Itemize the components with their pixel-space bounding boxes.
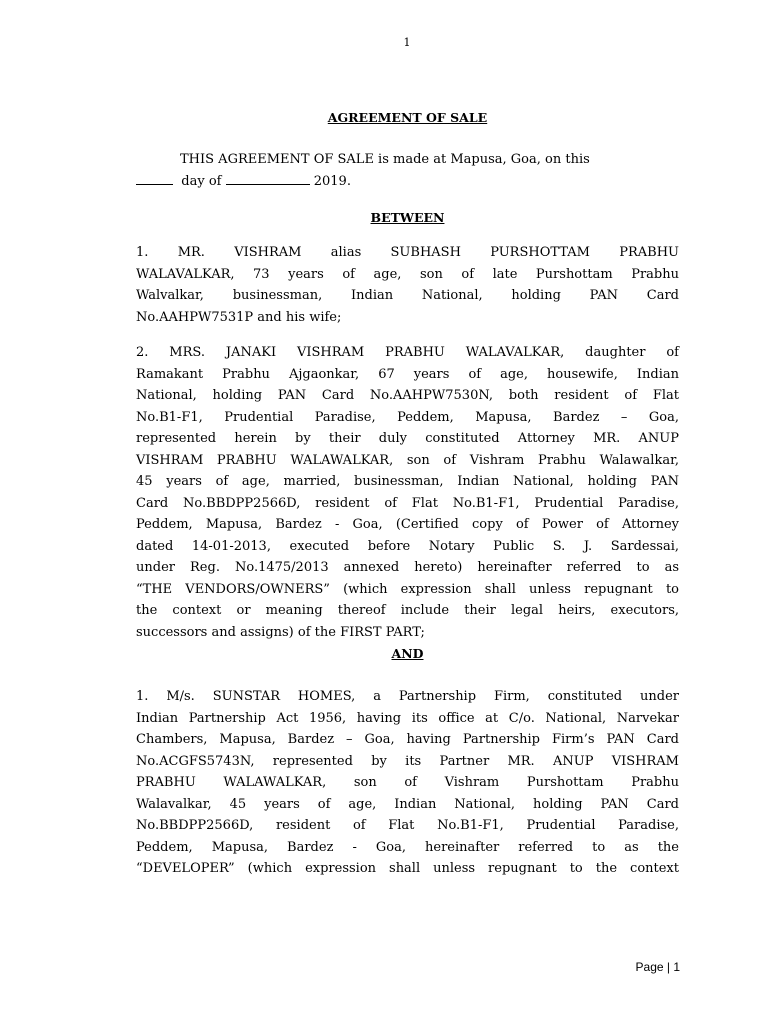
party2-line: “THE VENDORS/OWNERS” (which expression shall unless repugnant to <box>136 581 679 597</box>
party1-line: 1. MR. VISHRAM alias SUBHASH PURSHOTTAM PRABHU <box>136 245 679 260</box>
party2-paragraph <box>136 342 679 643</box>
intro-line-2 <box>136 171 679 193</box>
party2-line: successors and assigns) of the FIRST PART; <box>136 624 425 640</box>
party3-line: PRABHU WALAWALKAR, son of Vishram Purshottam Prabhu <box>136 775 679 790</box>
party2-line: 2. MRS. JANAKI VISHRAM PRABHU WALAVALKAR, daughter of <box>136 345 679 360</box>
party3-line: “DEVELOPER” (which expression shall unless repugnant to the context <box>136 861 679 876</box>
party2-line: the context or meaning thereof include their legal heirs, executors, <box>136 603 679 618</box>
party3-line: 1. M/s. SUNSTAR HOMES, a Partnership Firm, constituted under <box>136 689 679 704</box>
month-blank <box>226 172 310 185</box>
party1-line: WALAVALKAR, 73 years of age, son of late Purshottam Prabhu <box>136 266 679 282</box>
footer-page-label: Page | 1 <box>635 960 680 974</box>
party3-line: Peddem, Mapusa, Bardez - Goa, hereinafter referred to as the <box>136 839 679 855</box>
party1-line: No.AAHPW7531P and his wife; <box>136 309 342 325</box>
intro-line-1: THIS AGREEMENT OF SALE is made at Mapusa, Goa, on this <box>180 152 590 167</box>
party2-line: Peddem, Mapusa, Bardez - Goa, (Certified copy of Power of Attorney <box>136 517 679 532</box>
intro-paragraph <box>136 149 679 192</box>
party2-line: National, holding PAN Card No.AAHPW7530N, both resident of Flat <box>136 388 679 403</box>
party3-line: No.BBDPP2566D, resident of Flat No.B1-F1, Prudential Paradise, <box>136 818 679 833</box>
party2-line: Card No.BBDPP2566D, resident of Flat No.B1-F1, Prudential Paradise, <box>136 495 679 511</box>
between-heading: BETWEEN <box>370 210 445 225</box>
party2-line: dated 14-01-2013, executed before Notary Public S. J. Sardessai, <box>136 538 679 554</box>
party3-line: Indian Partnership Act 1956, having its office at C/o. National, Narvekar <box>136 710 679 726</box>
party1-line: Walvalkar, businessman, Indian National, holding PAN Card <box>136 288 679 303</box>
document-title: AGREEMENT OF SALE <box>327 110 488 125</box>
intro-day-of: day of <box>181 173 222 189</box>
day-blank <box>136 172 173 185</box>
party2-line: 45 years of age, married, businessman, Indian National, holding PAN <box>136 474 679 489</box>
party2-line: represented herein by their duly constituted Attorney MR. ANUP <box>136 431 679 446</box>
party3-line: Chambers, Mapusa, Bardez – Goa, having Partnership Firm’s PAN Card <box>136 732 679 747</box>
party2-line: under Reg. No.1475/2013 annexed hereto) hereinafter referred to as <box>136 560 679 575</box>
header-page-number: 1 <box>403 36 411 49</box>
party2-line: Ramakant Prabhu Ajgaonkar, 67 years of age, housewife, Indian <box>136 366 679 382</box>
party1-paragraph <box>136 242 679 328</box>
party3-line: Walavalkar, 45 years of age, Indian National, holding PAN Card <box>136 796 679 812</box>
party2-line: VISHRAM PRABHU WALAWALKAR, son of Vishram Prabhu Walawalkar, <box>136 452 679 468</box>
party3-line: No.ACGFS5743N, represented by its Partner MR. ANUP VISHRAM <box>136 753 679 769</box>
and-heading: AND <box>391 646 424 661</box>
party2-line: No.B1-F1, Prudential Paradise, Peddem, Mapusa, Bardez – Goa, <box>136 409 679 425</box>
party3-paragraph <box>136 686 679 880</box>
intro-year: 2019. <box>313 173 351 189</box>
